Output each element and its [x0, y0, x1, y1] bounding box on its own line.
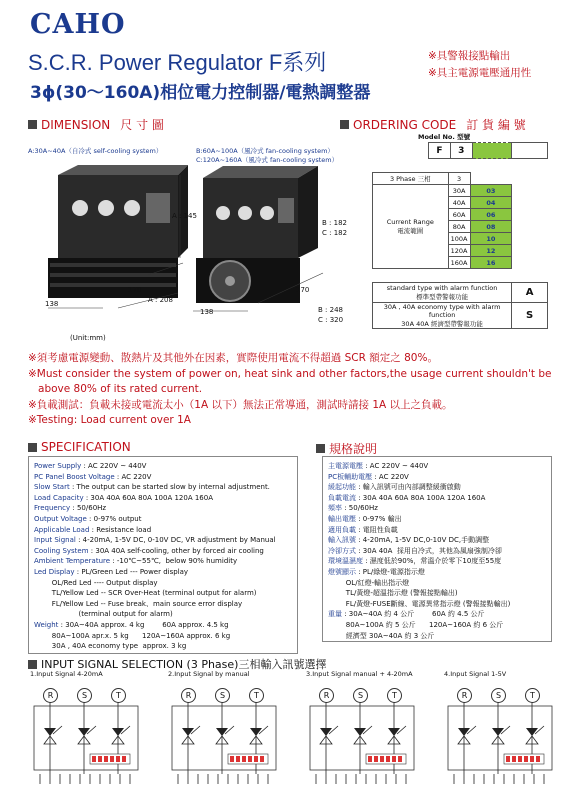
usage-note: ※Testing: Load current over 1A [28, 414, 191, 427]
phase-s-terminal: S [77, 688, 92, 703]
spec-line [34, 525, 292, 536]
dim-label-b: B:60A~100A（風冷式 fan-cooling system） [196, 147, 334, 155]
model-cell-f: F [429, 143, 451, 159]
spec-cn-key: 輸出電壓 [328, 514, 356, 523]
spec-cn-value: : AC 220V [372, 472, 409, 481]
phase-t-terminal: T [249, 688, 264, 703]
usage-note: ※須考慮電源變動、散熱片及其他外在因素，實際使用電流不得超過 SCR 額定之 80%。 [28, 352, 438, 364]
spec-cn-key: 輸入訊號 [328, 536, 356, 545]
range-amp: 30A [448, 185, 470, 197]
spec-cn-line [328, 588, 546, 599]
feature-notes [428, 48, 531, 82]
spec-value: : -10℃~55℃, below 90% humidity [110, 557, 238, 566]
spec-cn-line [328, 599, 546, 610]
range-amp: 80A [448, 221, 470, 233]
spec-cn-value: : 輸入訊號可由內部調整緩衝啟動 [356, 483, 461, 492]
spec-cn-value: : 4-20mA, 1-5V DC,0-10V DC,手動調整 [356, 536, 490, 545]
usage-note: ※負載測試：負載未接或電流太小（1A 以下）無法正常導通，測試時請接 1A 以上之負載。 [28, 398, 453, 411]
spec-value: TL/Yellow Led -- SCR Over-Heat (terminal output for alarm) [34, 589, 257, 598]
spec-line [34, 609, 292, 620]
usage-note: ※Must consider the system of power on, heat sink and other factors,the usage current shouldn't be [28, 367, 552, 380]
spec-value: 80A~100A apr.x. 5 kg 120A~160A approx. 6 kg [34, 631, 231, 640]
range-code: 12 [470, 245, 512, 257]
spec-value: : AC 220V [114, 472, 152, 481]
range-code: 16 [470, 257, 512, 269]
dimension-heading: DIMENSION 尺 寸 圖 [28, 116, 164, 133]
spec-cn-key: PC板輔助電壓 [328, 472, 373, 481]
spec-cn-line [328, 472, 546, 483]
feature-note: ※具主電源電壓通用性 [428, 67, 532, 79]
spec-cn-line [328, 503, 546, 514]
dim-label-a: A:30A~40A（自冷式 self-cooling system） [28, 147, 163, 155]
option-a-code: A [512, 283, 548, 303]
spec-line [34, 620, 292, 631]
svg-text:CAHO: CAHO [30, 9, 126, 38]
usage-notes [28, 351, 558, 429]
spec-cn-line [328, 461, 546, 472]
spec-cn-line [328, 631, 546, 642]
spec-line [34, 503, 292, 514]
option-s-desc: 30A , 40A economy type with alarm function 30A 40A 經濟型帶警報功能 [373, 303, 512, 329]
caho-logo [30, 8, 130, 38]
range-amp: 160A [448, 257, 470, 269]
spec-key: Load Capacity [34, 493, 84, 502]
spec-cn-heading: 規格說明 [316, 440, 377, 457]
dim-a-side: A : 208 [148, 296, 173, 304]
product-title-en: S.C.R. Power Regulator F系列 [28, 50, 327, 75]
range-code: 06 [470, 209, 512, 221]
spec-cn-value: : 30A 40A 採用自冷式，其他為風扇強制冷卻 [356, 546, 502, 555]
range-amp: 60A [448, 209, 470, 221]
spec-line [34, 482, 292, 493]
input-signal-label: 3.Input Signal manual + 4-20mA [306, 670, 413, 678]
spec-cn-line [328, 609, 546, 620]
phase-s-terminal: S [353, 688, 368, 703]
ordering-table [372, 172, 548, 269]
bullet-square-icon [28, 660, 37, 669]
phase-t-terminal: T [111, 688, 126, 703]
spec-heading: SPECIFICATION [28, 440, 131, 454]
spec-cn-key: 重量 [328, 610, 342, 619]
spec-line [34, 535, 292, 546]
spec-cn-key: 緩起功能 [328, 483, 356, 492]
bullet-square-icon [316, 444, 325, 453]
spec-cn-value: : PL/綠燈-電源指示燈 [356, 567, 425, 576]
ordering-heading: ORDERING CODE 訂 貨 編 號 [340, 116, 526, 133]
spec-cn-line [328, 493, 546, 504]
phase-r-terminal: R [43, 688, 58, 703]
input-signal-heading: INPUT SIGNAL SELECTION (3 Phase)三相輸入訊號選擇 [28, 656, 326, 672]
dim-a-height: A : 145 [172, 212, 197, 220]
bullet-square-icon [340, 120, 349, 129]
spec-cn-value: 經濟型 30A~40A 約 3 公斤 [328, 631, 435, 640]
spec-cn-value: TL/黃燈-超溫指示燈 (警報接點輸出) [328, 589, 458, 598]
spec-cn-key: 冷卻方式 [328, 546, 356, 555]
spec-cn-value: : 30A~40A 約 4 公斤 60A 約 4.5 公斤 [342, 610, 485, 619]
spec-value: (terminal output for alarm) [34, 610, 173, 619]
spec-value: : 50/60Hz [70, 504, 107, 513]
spec-cn-line [328, 514, 546, 525]
phase-r-terminal: R [457, 688, 472, 703]
range-amp: 40A [448, 197, 470, 209]
option-table [372, 282, 548, 329]
spec-line [34, 556, 292, 567]
spec-key: Slow Start [34, 483, 70, 492]
dim-c-height: C : 182 [322, 229, 348, 237]
feature-note: ※具警報接點輸出 [428, 50, 511, 62]
spec-line [34, 578, 292, 589]
dim-bc-depth: 170 [296, 286, 310, 294]
spec-key: Cooling System [34, 546, 89, 555]
spec-cn-value: : 30A 40A 60A 80A 100A 120A 160A [356, 493, 486, 502]
spec-line [34, 493, 292, 504]
phase-t-terminal: T [525, 688, 540, 703]
spec-key: Applicable Load [34, 525, 90, 534]
spec-cn-line [328, 578, 546, 589]
spec-line [34, 472, 292, 483]
phase-t-terminal: T [387, 688, 402, 703]
unit-note: (Unit:mm) [70, 334, 106, 342]
device-bc-drawing [188, 163, 328, 323]
spec-cn-key: 適用負載 [328, 525, 356, 534]
phase-label: 3 Phase 三相 [373, 173, 449, 185]
spec-key: Led Display [34, 567, 75, 576]
spec-cn-key: 頻率 [328, 504, 342, 513]
spec-cn-line [328, 620, 546, 631]
spec-cn-key: 燈號顯示 [328, 567, 356, 576]
spec-cn-key: 主電源電壓 [328, 462, 363, 470]
spec-key: Power Supply [34, 462, 82, 470]
spec-line [34, 599, 292, 610]
model-cell-phase: 3 [450, 143, 472, 159]
spec-line [34, 461, 292, 472]
input-signal-label: 2.Input Signal by manual [168, 670, 250, 678]
spec-line [34, 514, 292, 525]
spec-cn-line [328, 535, 546, 546]
spec-key: Ambient Temperature [34, 557, 111, 566]
dim-c-side: C : 320 [318, 316, 344, 324]
spec-cn-line [328, 546, 546, 557]
dim-b-height: B : 182 [322, 219, 347, 227]
model-cell-current [472, 143, 512, 159]
spec-value: : AC 220V ~ 440V [81, 462, 147, 470]
spec-value: 30A , 40A economy type approx. 3 kg [34, 642, 187, 651]
spec-value: : Resistance load [89, 525, 152, 534]
spec-cn-value: : 電阻性負載 [356, 525, 398, 534]
input-signal-label: 1.Input Signal 4-20mA [30, 670, 103, 678]
dim-b-side: B : 248 [318, 306, 343, 314]
range-code: 08 [470, 221, 512, 233]
spec-cn-value: : 50/60Hz [342, 504, 378, 513]
dim-a-depth: 170 [128, 286, 142, 294]
spec-line [34, 631, 292, 642]
spec-key: Weight [34, 620, 59, 629]
spec-value: : 0-97% output [86, 514, 142, 523]
spec-cn-line [328, 482, 546, 493]
spec-cn-value: OL/紅燈-輸出指示燈 [328, 578, 410, 587]
spec-cn-value: : 0-97% 輸出 [356, 514, 402, 523]
phase-r-terminal: R [181, 688, 196, 703]
spec-cn-line [328, 525, 546, 536]
spec-value: : 30A 40A 60A 80A 100A 120A 160A [83, 493, 213, 502]
spec-cn-key: 負載電流 [328, 493, 356, 502]
spec-line [34, 588, 292, 599]
model-code-row [428, 142, 548, 159]
dim-label-c: C:120A~160A（風冷式 fan-cooling system） [196, 156, 339, 164]
spec-line [34, 567, 292, 578]
spec-cn-line [328, 556, 546, 567]
option-a-desc: standard type with alarm function 標準型帶警報功能 [373, 283, 512, 303]
option-s-code: S [512, 303, 548, 329]
spec-key: Output Voltage [34, 514, 87, 523]
spec-value: : The output can be started slow by internal adjustment. [69, 483, 270, 492]
spec-value: FL/Yellow Led -- Fuse break、main source error display [34, 599, 243, 608]
spec-value: : 30A 40A self-cooling, other by forced air cooling [88, 546, 264, 555]
spec-key: PC Panel Boost Voltage [34, 472, 115, 481]
spec-value: OL/Red Led ---- Output display [34, 578, 158, 587]
spec-key: Input Signal [34, 536, 76, 545]
phase-s-terminal: S [215, 688, 230, 703]
spec-value: : PL/Green Led --- Power display [74, 567, 189, 576]
model-no-label: Model No. 型號 [418, 133, 471, 141]
usage-note: above 80% of its rated current. [28, 383, 203, 396]
range-amp: 100A [448, 233, 470, 245]
phase-r-terminal: R [319, 688, 334, 703]
range-code: 03 [470, 185, 512, 197]
spec-cn-line [328, 567, 546, 578]
spec-cn-value: FL/黃燈-FUSE斷線、電源異常指示燈 (警報接點輸出) [328, 599, 511, 608]
range-amp: 120A [448, 245, 470, 257]
spec-cn-box [322, 456, 552, 642]
product-title-cn: 3ϕ(30～160A)相位電力控制器/電熱調整器 [30, 83, 371, 103]
spec-cn-key: 環境溫濕度 [328, 557, 363, 566]
spec-value: : 4-20mA, 1-5V DC, 0-10V DC, VR adjustment by Manual [75, 536, 276, 545]
bullet-square-icon [28, 120, 37, 129]
phase-s-terminal: S [491, 688, 506, 703]
spec-cn-value: : AC 220V ~ 440V [363, 462, 429, 470]
spec-value: : 30A~40A approx. 4 kg 60A approx. 4.5 kg [58, 620, 229, 629]
spec-cn-value: 80A~100A 約 5 公斤 120A~160A 約 6 公斤 [328, 620, 504, 629]
spec-cn-value: : 濕度低於90%，常溫介於零下10度至55度 [363, 557, 502, 566]
range-code: 10 [470, 233, 512, 245]
model-cell-option [512, 143, 548, 159]
dim-bc-width: 138 [200, 308, 214, 316]
range-code: 04 [470, 197, 512, 209]
phase-value: 3 [448, 173, 470, 185]
current-range-label: Current Range 電流範圍 [373, 185, 449, 269]
spec-box [28, 456, 298, 654]
spec-line [34, 641, 292, 652]
dim-a-width: 138 [45, 300, 59, 308]
input-signal-label: 4.Input Signal 1-5V [444, 670, 507, 678]
spec-key: Frequency [34, 504, 71, 513]
bullet-square-icon [28, 443, 37, 452]
spec-line [34, 546, 292, 557]
